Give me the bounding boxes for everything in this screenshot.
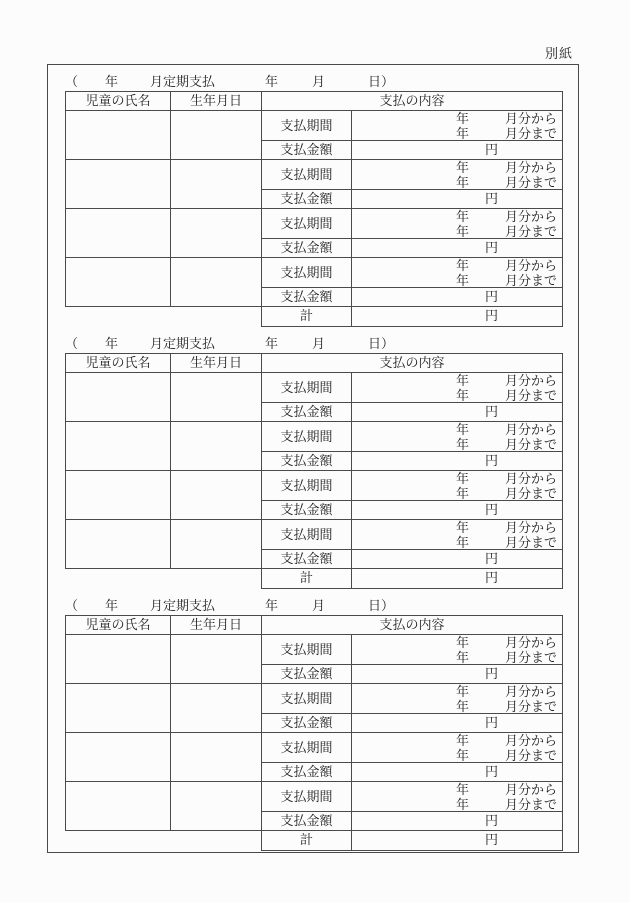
period-to-line	[352, 273, 557, 288]
payment-period-label: 支払期間	[262, 782, 352, 811]
payment-row-group	[66, 684, 562, 733]
period-to-year-label: 年	[455, 748, 469, 763]
payment-amount-label: 支払金額	[262, 550, 352, 568]
payment-period-value-cell	[352, 160, 562, 189]
period-to-suffix-label: 月分まで	[504, 797, 557, 812]
period-to-line	[352, 748, 557, 763]
col-header-child-name: 児童の氏名	[66, 354, 171, 372]
period-from-year-label: 年	[455, 635, 469, 650]
total-amount-cell	[352, 307, 562, 326]
payment-detail-cells	[262, 111, 562, 159]
payment-period-row	[262, 733, 562, 763]
period-from-line	[352, 422, 557, 437]
payment-section	[65, 327, 563, 589]
col-header-birth-date: 生年月日	[171, 354, 262, 372]
birth-date-blank-cell	[171, 422, 262, 470]
payment-period-value-cell	[352, 422, 562, 451]
period-from-suffix-label: 月分から	[504, 733, 557, 748]
section-title-line	[65, 589, 563, 615]
payment-row-group	[66, 471, 562, 520]
payment-period-label: 支払期間	[262, 422, 352, 451]
payment-amount-label: 支払金額	[262, 763, 352, 781]
payment-period-label: 支払期間	[262, 684, 352, 713]
period-from-year-label: 年	[455, 684, 469, 699]
payment-amount-label: 支払金額	[262, 714, 352, 732]
period-from-year-label: 年	[455, 373, 469, 388]
child-name-blank-cell	[66, 209, 171, 257]
period-to-line	[352, 224, 557, 239]
yen-unit-label: 円	[485, 142, 499, 157]
period-to-year-label: 年	[455, 175, 469, 190]
period-to-line	[352, 797, 557, 812]
period-from-year-label: 年	[455, 471, 469, 486]
table-header-row	[66, 616, 562, 635]
period-from-year-label: 年	[455, 111, 469, 126]
child-name-blank-cell	[66, 635, 171, 683]
child-name-blank-cell	[66, 373, 171, 421]
payment-table	[65, 353, 563, 569]
payment-amount-value-cell	[352, 403, 562, 421]
birth-date-blank-cell	[171, 520, 262, 568]
birth-date-blank-cell	[171, 111, 262, 159]
title-date-year-label: 年	[265, 336, 279, 351]
payment-amount-label: 支払金額	[262, 190, 352, 208]
child-name-blank-cell	[66, 471, 171, 519]
period-to-year-label: 年	[455, 126, 469, 141]
yen-unit-label: 円	[485, 502, 499, 517]
payment-amount-value-cell	[352, 239, 562, 257]
payment-amount-label: 支払金額	[262, 812, 352, 830]
payment-amount-label: 支払金額	[262, 501, 352, 519]
form-outer-border	[47, 64, 579, 853]
period-from-suffix-label: 月分から	[504, 471, 557, 486]
child-name-blank-cell	[66, 160, 171, 208]
period-to-year-label: 年	[455, 486, 469, 501]
period-from-year-label: 年	[455, 258, 469, 273]
yen-unit-label: 円	[485, 240, 499, 255]
period-to-line	[352, 175, 557, 190]
birth-date-blank-cell	[171, 733, 262, 781]
period-from-suffix-label: 月分から	[504, 520, 557, 535]
title-periodic-payment-label: 月定期支払	[150, 74, 216, 89]
birth-date-blank-cell	[171, 373, 262, 421]
col-header-payment-content: 支払の内容	[379, 93, 445, 108]
col-header-child-name: 児童の氏名	[66, 616, 171, 634]
period-from-suffix-label: 月分から	[504, 635, 557, 650]
period-from-year-label: 年	[455, 209, 469, 224]
payment-amount-label: 支払金額	[262, 665, 352, 683]
payment-amount-row	[262, 190, 562, 208]
payment-amount-row	[262, 501, 562, 519]
period-from-line	[352, 684, 557, 699]
payment-row-group	[66, 520, 562, 568]
period-to-suffix-label: 月分まで	[504, 650, 557, 665]
title-date-month-label: 月	[312, 336, 326, 351]
payment-row-group	[66, 733, 562, 782]
period-to-year-label: 年	[455, 535, 469, 550]
title-date-month-label: 月	[312, 74, 326, 89]
period-to-suffix-label: 月分まで	[504, 126, 557, 141]
payment-detail-cells	[262, 733, 562, 781]
payment-detail-cells	[262, 471, 562, 519]
period-to-year-label: 年	[455, 650, 469, 665]
child-name-blank-cell	[66, 684, 171, 732]
yen-unit-label: 円	[485, 551, 499, 566]
period-from-suffix-label: 月分から	[504, 422, 557, 437]
total-row	[261, 307, 563, 327]
payment-period-row	[262, 111, 562, 141]
period-to-year-label: 年	[455, 699, 469, 714]
payment-detail-cells	[262, 422, 562, 470]
payment-amount-value-cell	[352, 452, 562, 470]
payment-row-group	[66, 373, 562, 422]
period-from-line	[352, 471, 557, 486]
birth-date-blank-cell	[171, 209, 262, 257]
period-from-year-label: 年	[455, 520, 469, 535]
title-date-year-label: 年	[265, 74, 279, 89]
payment-period-row	[262, 684, 562, 714]
payment-amount-value-cell	[352, 190, 562, 208]
payment-period-value-cell	[352, 635, 562, 664]
period-from-line	[352, 258, 557, 273]
payment-period-label: 支払期間	[262, 471, 352, 500]
child-name-blank-cell	[66, 782, 171, 830]
payment-row-group	[66, 258, 562, 306]
yen-unit-label: 円	[485, 666, 499, 681]
payment-detail-cells	[262, 373, 562, 421]
period-to-suffix-label: 月分まで	[504, 437, 557, 452]
yen-unit-label: 円	[485, 570, 499, 585]
sections-container	[48, 65, 578, 851]
payment-period-value-cell	[352, 209, 562, 238]
title-date-day-paren-close: 日）	[368, 74, 395, 89]
payment-detail-cells	[262, 684, 562, 732]
total-row	[261, 831, 563, 851]
period-from-year-label: 年	[455, 160, 469, 175]
payment-amount-label: 支払金額	[262, 452, 352, 470]
total-label: 計	[262, 569, 352, 588]
payment-amount-value-cell	[352, 288, 562, 306]
payment-amount-value-cell	[352, 812, 562, 830]
period-to-line	[352, 437, 557, 452]
total-label: 計	[262, 307, 352, 326]
yen-unit-label: 円	[485, 764, 499, 779]
payment-table	[65, 91, 563, 307]
child-name-blank-cell	[66, 422, 171, 470]
period-to-year-label: 年	[455, 437, 469, 452]
title-date-day-paren-close: 日）	[368, 598, 395, 613]
payment-amount-label: 支払金額	[262, 403, 352, 421]
birth-date-blank-cell	[171, 635, 262, 683]
title-date-day-paren-close: 日）	[368, 336, 395, 351]
col-header-payment-content: 支払の内容	[379, 617, 445, 632]
yen-unit-label: 円	[485, 404, 499, 419]
payment-amount-row	[262, 403, 562, 421]
yen-unit-label: 円	[485, 453, 499, 468]
period-to-year-label: 年	[455, 273, 469, 288]
child-name-blank-cell	[66, 111, 171, 159]
period-to-suffix-label: 月分まで	[504, 748, 557, 763]
title-blank-year-label: 年	[105, 74, 119, 89]
payment-period-label: 支払期間	[262, 635, 352, 664]
payment-amount-value-cell	[352, 141, 562, 159]
payment-period-label: 支払期間	[262, 258, 352, 287]
payment-table	[65, 615, 563, 831]
child-name-blank-cell	[66, 733, 171, 781]
period-from-line	[352, 782, 557, 797]
total-row	[261, 569, 563, 589]
table-header-row	[66, 354, 562, 373]
total-amount-cell	[352, 569, 562, 588]
title-date-month-label: 月	[312, 598, 326, 613]
birth-date-blank-cell	[171, 160, 262, 208]
payment-amount-value-cell	[352, 665, 562, 683]
section-title-line	[65, 65, 563, 91]
payment-amount-row	[262, 812, 562, 830]
title-periodic-payment-label: 月定期支払	[150, 336, 216, 351]
payment-amount-label: 支払金額	[262, 141, 352, 159]
payment-amount-value-cell	[352, 763, 562, 781]
yen-unit-label: 円	[485, 813, 499, 828]
payment-amount-row	[262, 665, 562, 683]
period-from-line	[352, 373, 557, 388]
period-from-line	[352, 160, 557, 175]
title-blank-year-label: 年	[105, 336, 119, 351]
period-to-year-label: 年	[455, 388, 469, 403]
payment-period-row	[262, 635, 562, 665]
period-to-line	[352, 699, 557, 714]
col-header-birth-date: 生年月日	[171, 92, 262, 110]
birth-date-blank-cell	[171, 684, 262, 732]
period-from-suffix-label: 月分から	[504, 209, 557, 224]
period-to-line	[352, 486, 557, 501]
period-to-suffix-label: 月分まで	[504, 224, 557, 239]
period-from-suffix-label: 月分から	[504, 782, 557, 797]
period-to-suffix-label: 月分まで	[504, 486, 557, 501]
period-to-line	[352, 126, 557, 141]
payment-amount-row	[262, 714, 562, 732]
payment-row-group	[66, 160, 562, 209]
title-paren-open: （	[65, 598, 79, 613]
attachment-corner-label: 別紙	[544, 46, 573, 61]
title-paren-open: （	[65, 74, 79, 89]
period-to-year-label: 年	[455, 224, 469, 239]
payment-amount-row	[262, 288, 562, 306]
payment-amount-row	[262, 763, 562, 781]
col-header-child-name: 児童の氏名	[66, 92, 171, 110]
payment-period-value-cell	[352, 782, 562, 811]
payment-section	[65, 589, 563, 851]
payment-period-row	[262, 373, 562, 403]
col-header-payment-content: 支払の内容	[379, 355, 445, 370]
payment-section	[65, 65, 563, 327]
birth-date-blank-cell	[171, 471, 262, 519]
period-from-year-label: 年	[455, 733, 469, 748]
period-from-year-label: 年	[455, 782, 469, 797]
period-to-suffix-label: 月分まで	[504, 388, 557, 403]
payment-period-row	[262, 258, 562, 288]
payment-period-row	[262, 782, 562, 812]
period-from-suffix-label: 月分から	[504, 160, 557, 175]
payment-period-value-cell	[352, 684, 562, 713]
payment-row-group	[66, 209, 562, 258]
payment-period-label: 支払期間	[262, 520, 352, 549]
period-from-suffix-label: 月分から	[504, 258, 557, 273]
title-periodic-payment-label: 月定期支払	[150, 598, 216, 613]
payment-amount-label: 支払金額	[262, 239, 352, 257]
payment-period-row	[262, 160, 562, 190]
payment-period-label: 支払期間	[262, 111, 352, 140]
payment-period-value-cell	[352, 258, 562, 287]
period-from-suffix-label: 月分から	[504, 684, 557, 699]
payment-detail-cells	[262, 782, 562, 830]
birth-date-blank-cell	[171, 258, 262, 306]
yen-unit-label: 円	[485, 715, 499, 730]
payment-row-group	[66, 422, 562, 471]
payment-period-label: 支払期間	[262, 373, 352, 402]
payment-amount-value-cell	[352, 501, 562, 519]
title-blank-year-label: 年	[105, 598, 119, 613]
payment-amount-row	[262, 239, 562, 257]
period-to-suffix-label: 月分まで	[504, 535, 557, 550]
period-from-suffix-label: 月分から	[504, 373, 557, 388]
period-to-year-label: 年	[455, 797, 469, 812]
period-to-suffix-label: 月分まで	[504, 273, 557, 288]
yen-unit-label: 円	[485, 191, 499, 206]
period-from-suffix-label: 月分から	[504, 111, 557, 126]
payment-period-value-cell	[352, 520, 562, 549]
payment-detail-cells	[262, 258, 562, 306]
payment-detail-cells	[262, 160, 562, 208]
payment-amount-row	[262, 452, 562, 470]
period-from-line	[352, 520, 557, 535]
period-to-suffix-label: 月分まで	[504, 175, 557, 190]
payment-period-value-cell	[352, 471, 562, 500]
period-from-line	[352, 111, 557, 126]
payment-amount-label: 支払金額	[262, 288, 352, 306]
payment-detail-cells	[262, 635, 562, 683]
payment-period-label: 支払期間	[262, 209, 352, 238]
yen-unit-label: 円	[485, 289, 499, 304]
section-title-line	[65, 327, 563, 353]
child-name-blank-cell	[66, 520, 171, 568]
period-to-line	[352, 388, 557, 403]
payment-amount-value-cell	[352, 550, 562, 568]
title-date-year-label: 年	[265, 598, 279, 613]
payment-period-value-cell	[352, 373, 562, 402]
child-name-blank-cell	[66, 258, 171, 306]
payment-amount-row	[262, 550, 562, 568]
table-header-row	[66, 92, 562, 111]
total-label: 計	[262, 831, 352, 850]
payment-period-label: 支払期間	[262, 733, 352, 762]
payment-amount-value-cell	[352, 714, 562, 732]
payment-row-group	[66, 111, 562, 160]
period-to-line	[352, 535, 557, 550]
payment-period-row	[262, 209, 562, 239]
period-to-suffix-label: 月分まで	[504, 699, 557, 714]
period-from-line	[352, 209, 557, 224]
payment-period-row	[262, 471, 562, 501]
col-header-birth-date: 生年月日	[171, 616, 262, 634]
title-paren-open: （	[65, 336, 79, 351]
payment-amount-row	[262, 141, 562, 159]
period-from-line	[352, 635, 557, 650]
payment-detail-cells	[262, 209, 562, 257]
period-from-year-label: 年	[455, 422, 469, 437]
payment-period-row	[262, 520, 562, 550]
payment-period-row	[262, 422, 562, 452]
payment-period-label: 支払期間	[262, 160, 352, 189]
total-amount-cell	[352, 831, 562, 850]
payment-period-value-cell	[352, 111, 562, 140]
period-from-line	[352, 733, 557, 748]
payment-row-group	[66, 635, 562, 684]
yen-unit-label: 円	[485, 308, 499, 323]
period-to-line	[352, 650, 557, 665]
birth-date-blank-cell	[171, 782, 262, 830]
yen-unit-label: 円	[485, 832, 499, 847]
payment-row-group	[66, 782, 562, 830]
payment-detail-cells	[262, 520, 562, 568]
payment-period-value-cell	[352, 733, 562, 762]
